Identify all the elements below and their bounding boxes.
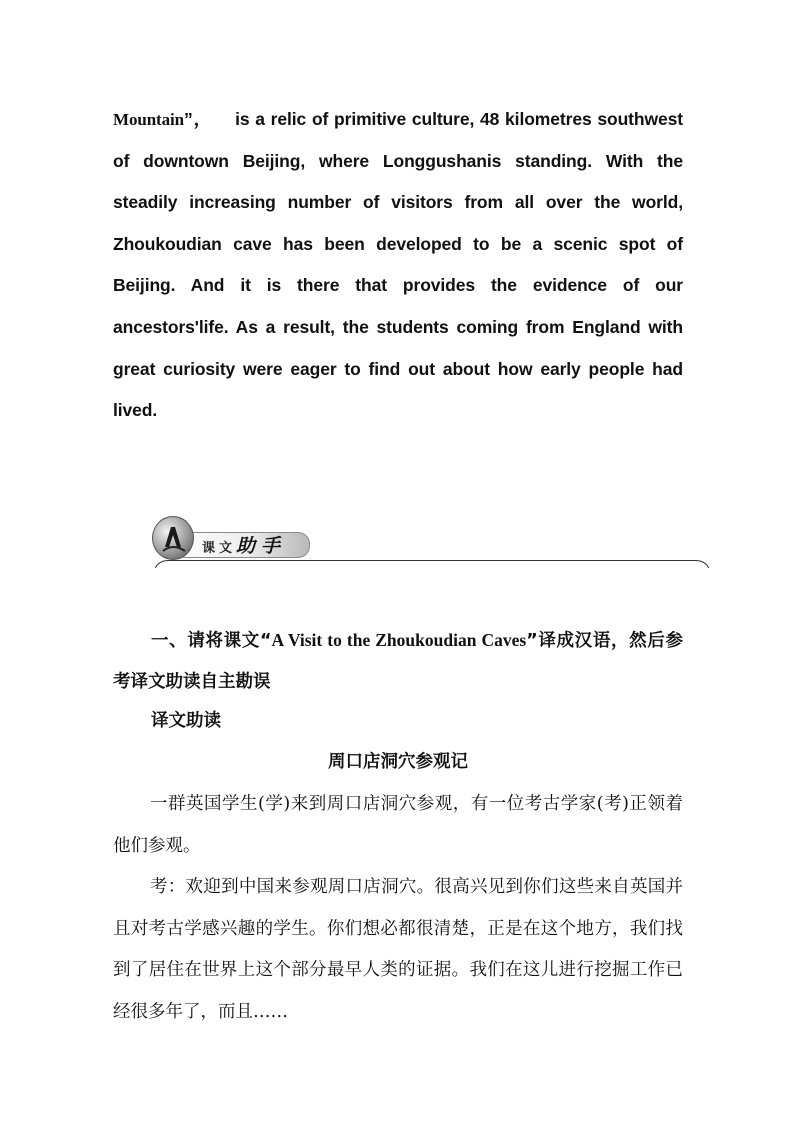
heading-title: A Visit to the Zhoukoudian Caves	[271, 630, 527, 650]
section-subheading: 译文助读	[151, 711, 221, 731]
banner-label-large: 助手	[236, 535, 287, 557]
translation-paragraph-2: 考：欢迎到中国来参观周口店洞穴。很高兴见到你们这些来自英国并且对考古学感兴趣的学生。你们想必都很清楚，正是在这个地方，我们找到了居住在世界上这个部分最早人类的证据。我们在这儿进行挖掘工作已经很多年了，而且……	[113, 877, 683, 1022]
section-heading	[113, 620, 683, 703]
translation-paragraph-1: 一群英国学生(学)来到周口店洞穴参观，有一位考古学家(考)正领着他们参观。	[113, 794, 683, 856]
banner-label-small: 课文	[202, 541, 237, 556]
banner-badge-icon	[152, 516, 194, 560]
section-banner	[150, 516, 710, 576]
translation-title: 周口店洞穴参观记	[328, 752, 468, 772]
english-passage	[113, 99, 683, 432]
heading-suffix: ”译成汉语，然后参考译文助读自主勘误	[113, 631, 683, 692]
passage-mountain: Mountain	[113, 110, 184, 129]
heading-prefix: 一、请将课文“	[151, 631, 272, 651]
passage-text: ”， is a relic of primitive culture, 48 kilometres southwest of downtown Beijing, where Longgushanis standing. With the steadily increasing number of visitors from all over the world, Zhoukoudian cave has been developed to be a scenic spot of Beijing. And it is there that provides the evidence of our ancestors'life. As a result, the students coming from England with great curiosity were eager to find out about how early people had lived.	[113, 109, 683, 421]
